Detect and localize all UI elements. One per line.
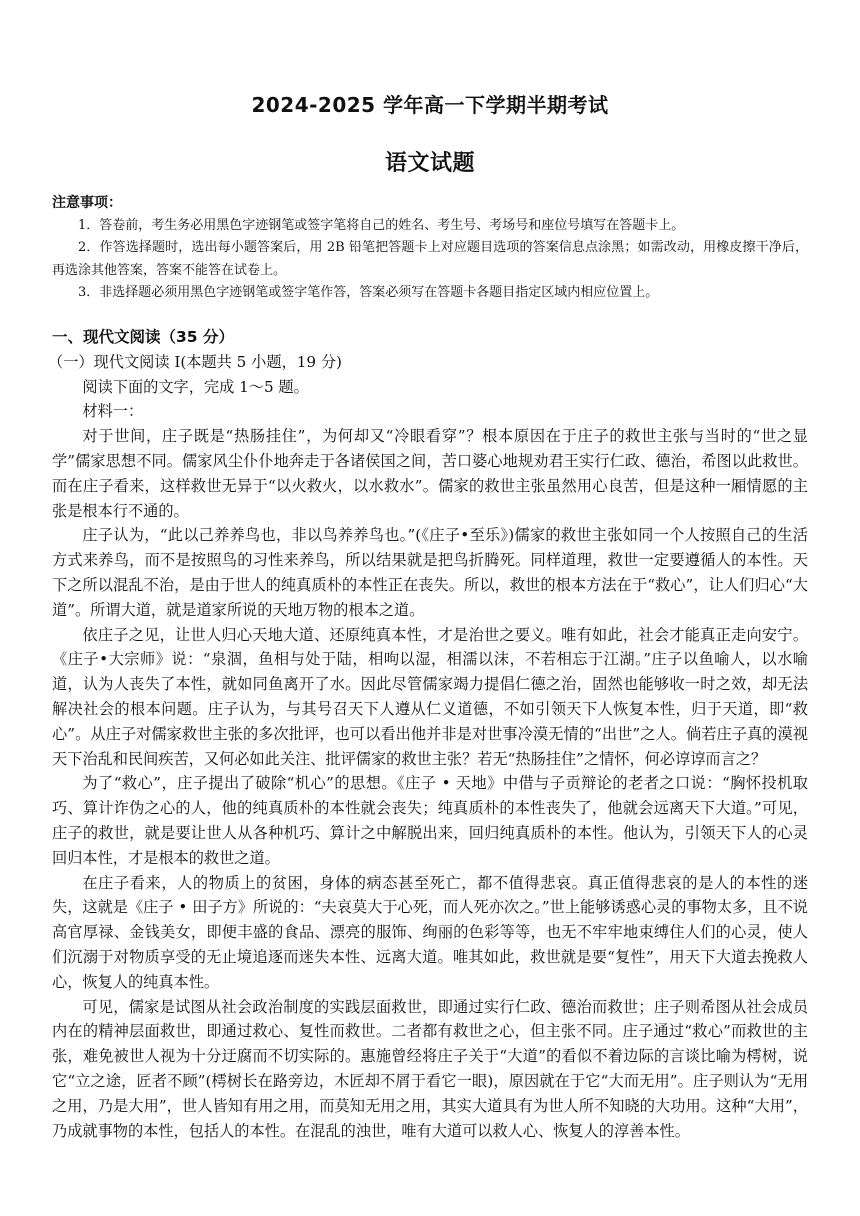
instruction-text: 阅读下面的文字，完成 1～5 题。 <box>82 377 309 396</box>
body-paragraph: 庄子认为，“此以己养养鸟也，非以鸟养养鸟也。”(《庄子•至乐》)儒家的救世主张如同一个人按照自己的生活方式来养鸟，而不是按照鸟的习性来养鸟，所以结果就是把鸟折腾死。同样道理，救世一定要遵循人的本性。天下之所以混乱不治，是由于世人的纯真质朴的本性正在丧失。所以，救世的根本方法在于“救心”，让人们归心“大道”。所谓大道，就是道家所说的天地万物的根本之道。 <box>52 526 808 619</box>
notice-block <box>52 192 808 305</box>
notice-item: 2．作答选择题时，选出每小题答案后，用 2B 铅笔把答题卡上对应题目选项的答案信息点涂黑；如需改动，用橡皮擦干净后，再选涂其他答案，答案不能答在试卷上。 <box>52 240 808 278</box>
material-label: 材料一： <box>82 402 144 421</box>
subsection-heading: （一）现代文阅读 I(本题共 5 小题，19 分) <box>48 352 342 371</box>
notice-heading: 注意事项： <box>52 195 122 211</box>
body-paragraph: 在庄子看来，人的物质上的贫困，身体的病态甚至死亡，都不值得悲哀。真正值得悲哀的是人的本性的迷失，这就是《庄子 • 田子方》所说的：“夫哀莫大于心死，而人死亦次之。”世上能够诱惑心灵的事物太多，且不说高官厚禄、金钱美女，即便丰盛的食品、漂亮的服饰、绚丽的色彩等等，也无不牢牢地束缚住人们的心灵，使人们沉溺于对物质享受的无止境追逐而迷失本性、远离大道。唯其如此，救世就是要“复性”，用天下大道去挽救人心，恢复人的纯真本性。 <box>52 873 808 991</box>
body-paragraph: 依庄子之见，让世人归心天地大道、还原纯真本性，才是治世之要义。唯有如此，社会才能真正走向安宁。《庄子•大宗师》说：“泉涸，鱼相与处于陆，相呴以湿，相濡以沫，不若相忘于江湖。”庄子以鱼喻人，以水喻道，认为人丧失了本性，就如同鱼离开了水。因此尽管儒家竭力提倡仁德之治，固然也能够收一时之效，却无法解决社会的根本问题。庄子认为，与其号召天下人遵从仁义道德，不如引领天下人恢复本性，归于天道，即“救心”。从庄子对儒家救世主张的多次批评，也可以看出他并非是对世事冷漠无情的“出世”之人。倘若庄子真的漠视天下治乱和民间疾苦，又何必如此关注、批评儒家的救世主张？若无“热肠挂住”之情怀，何必谆谆而言之？ <box>52 625 808 768</box>
exam-subtitle: 语文试题 <box>384 151 475 176</box>
section-heading: 一、现代文阅读（35 分） <box>52 328 234 346</box>
body-paragraph: 为了“救心”，庄子提出了破除“机心”的思想。《庄子 • 天地》中借与子贡辩论的老者之口说：“胸怀投机取巧、算计诈伪之心的人，他的纯真质朴的本性就会丧失；纯真质朴的本性丧失了，他就会远离天下大道。”可见，庄子的救世，就是要让世人从各种机巧、算计之中解脱出来，回归纯真质朴的本性。他认为，引领天下人的心灵回归本性，才是根本的救世之道。 <box>52 774 808 867</box>
exam-title: 2024-2025 学年高一下学期半期考试 <box>251 93 609 117</box>
body-paragraph: 对于世间，庄子既是“热肠挂住”，为何却又“冷眼看穿”？根本原因在于庄子的救世主张与当时的“世之显学”儒家思想不同。儒家风尘仆仆地奔走于各诸侯国之间，苦口婆心地规劝君王实行仁政、德治，希图以此救世。而在庄子看来，这样救世无异于“以火救火，以水救水”。儒家的救世主张虽然用心良苦，但是这种一厢情愿的主张是根本行不通的。 <box>52 427 808 520</box>
notice-item: 3．非选择题必须用黑色字迹钢笔或签字笔作答，答案必须写在答题卡各题目指定区域内相应位置上。 <box>78 285 659 300</box>
notice-item: 1．答卷前，考生务必用黑色字迹钢笔或签字笔将自己的姓名、考生号、考场号和座位号填写在答题卡上。 <box>78 217 685 233</box>
reading-section <box>48 325 809 1143</box>
body-paragraph: 可见，儒家是试图从社会政治制度的实践层面救世，即通过实行仁政、德治而救世；庄子则希图从社会成员内在的精神层面救世，即通过救心、复性而救世。二者都有救世之心，但主张不同。庄子通过“救心”而救世的主张，难免被世人视为十分迂腐而不切实际的。惠施曾经将庄子关于“大道”的看似不着边际的言谈比喻为樗树，说它“立之途，匠者不顾”(樗树长在路旁边，木匠却不屑于看它一眼)，原因就在于它“大而无用”。庄子则认为“无用之用，乃是大用”，世人皆知有用之用，而莫知无用之用，其实大道具有为世人所不知晓的大功用。这种“大用”，乃成就事物的本性，包括人的本性。在混乱的浊世，唯有大道可以救人心、恢复人的淳善本性。 <box>52 997 809 1140</box>
